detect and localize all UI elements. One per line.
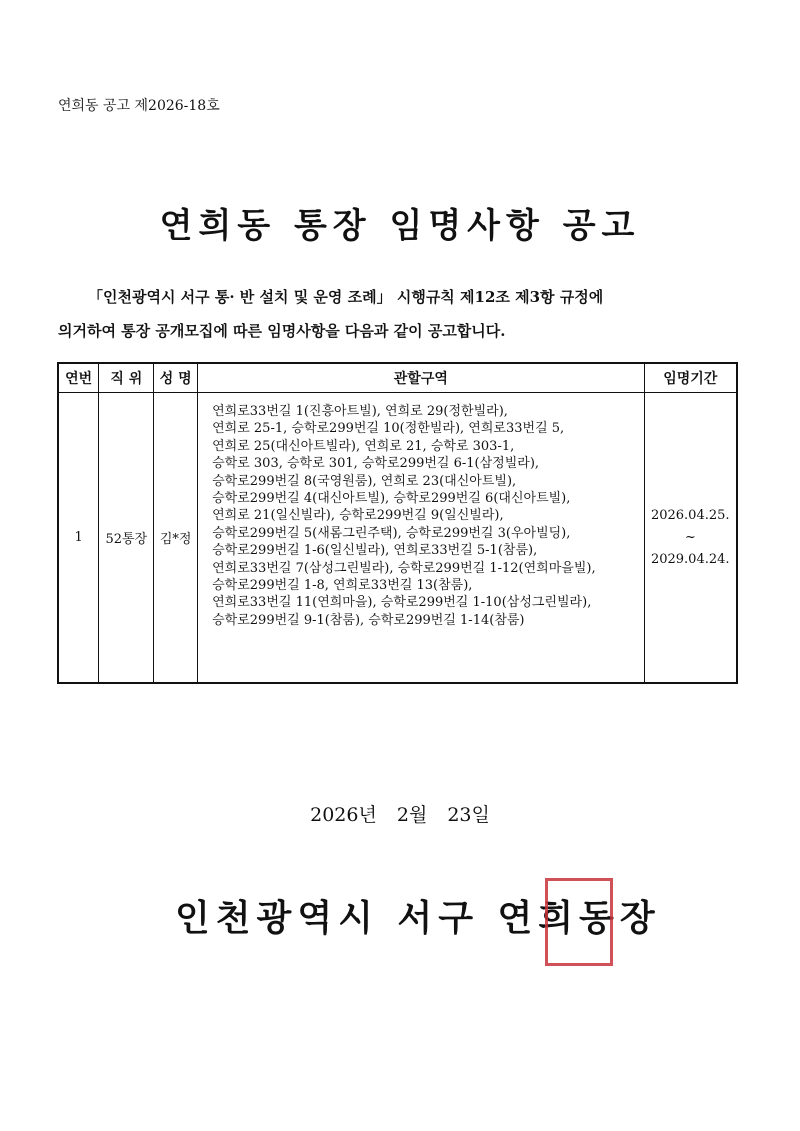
period-start: 2026.04.25.: [650, 507, 730, 523]
table-row: [58, 393, 737, 684]
area-line: 연희로33번길 7(삼성그린빌라), 승학로299번길 1-12(연희마을빌),: [212, 560, 596, 576]
cell-name: 김*정: [154, 393, 198, 684]
cell-no: 1: [58, 393, 99, 684]
cell-period: 2026.04.25. ~ 2029.04.24.: [644, 393, 737, 684]
header-areas: 관할구역: [198, 363, 644, 393]
document-date: 2026년 2월 23일: [310, 804, 490, 826]
area-line: 연희로 21(일신빌라), 승학로299번길 9(일신빌라),: [212, 508, 504, 524]
area-line: 연희로 25(대신아트빌라), 연희로 21, 승학로 303-1,: [212, 438, 515, 454]
area-line: 승학로299번길 4(대신아트빌), 승학로299번길 6(대신아트빌),: [212, 491, 571, 507]
document-number: 연희동 공고 제2026-18호: [58, 98, 220, 114]
header-position: 직 위: [99, 363, 154, 393]
area-line: 승학로299번길 1-6(일신빌라), 연희로33번길 5-1(참룸),: [212, 543, 538, 559]
appointment-table: [57, 362, 738, 684]
intro-text-line2: 의거하여 통장 공개모집에 따른 임명사항을 다음과 같이 공고합니다.: [58, 322, 506, 340]
official-seal: [545, 878, 613, 966]
area-line: 연희로33번길 1(진흥아트빌), 연희로 29(정한빌라),: [212, 404, 508, 419]
area-line: 연희로33번길 11(연희마을), 승학로299번길 1-10(삼성그린빌라),: [212, 595, 592, 611]
area-line: 승학로299번길 8(국영원룸), 연희로 23(대신아트빌),: [212, 473, 517, 489]
cell-position: 52통장: [99, 393, 154, 684]
header-no: 연번: [58, 363, 99, 393]
header-period: 임명기간: [644, 363, 737, 393]
area-line: 승학로 303, 승학로 301, 승학로299번길 6-1(삼정빌라),: [212, 456, 540, 472]
period-end: 2029.04.24.: [650, 551, 730, 567]
area-line: 승학로299번길 1-8, 연희로33번길 13(참룸),: [212, 578, 473, 594]
cell-areas: [198, 393, 644, 684]
document-title: 연희동 통장 임명사항 공고: [159, 206, 641, 246]
area-line: 승학로299번길 9-1(참룸), 승학로299번길 1-14(참룸): [212, 612, 525, 628]
header-name: 성 명: [154, 363, 198, 393]
table-header-row: [58, 363, 737, 393]
area-line: 승학로299번길 5(새롬그린주택), 승학로299번길 3(우아빌딩),: [212, 525, 571, 541]
area-line: 연희로 25-1, 승학로299번길 10(정한빌라), 연희로33번길 5,: [212, 421, 565, 437]
issuer-name: 인천광역시 서구 연희동장: [175, 897, 661, 939]
intro-text-line1: 「인천광역시 서구 통· 반 설치 및 운영 조례」 시행규칙 제12조 제3항 규정에: [88, 288, 604, 306]
